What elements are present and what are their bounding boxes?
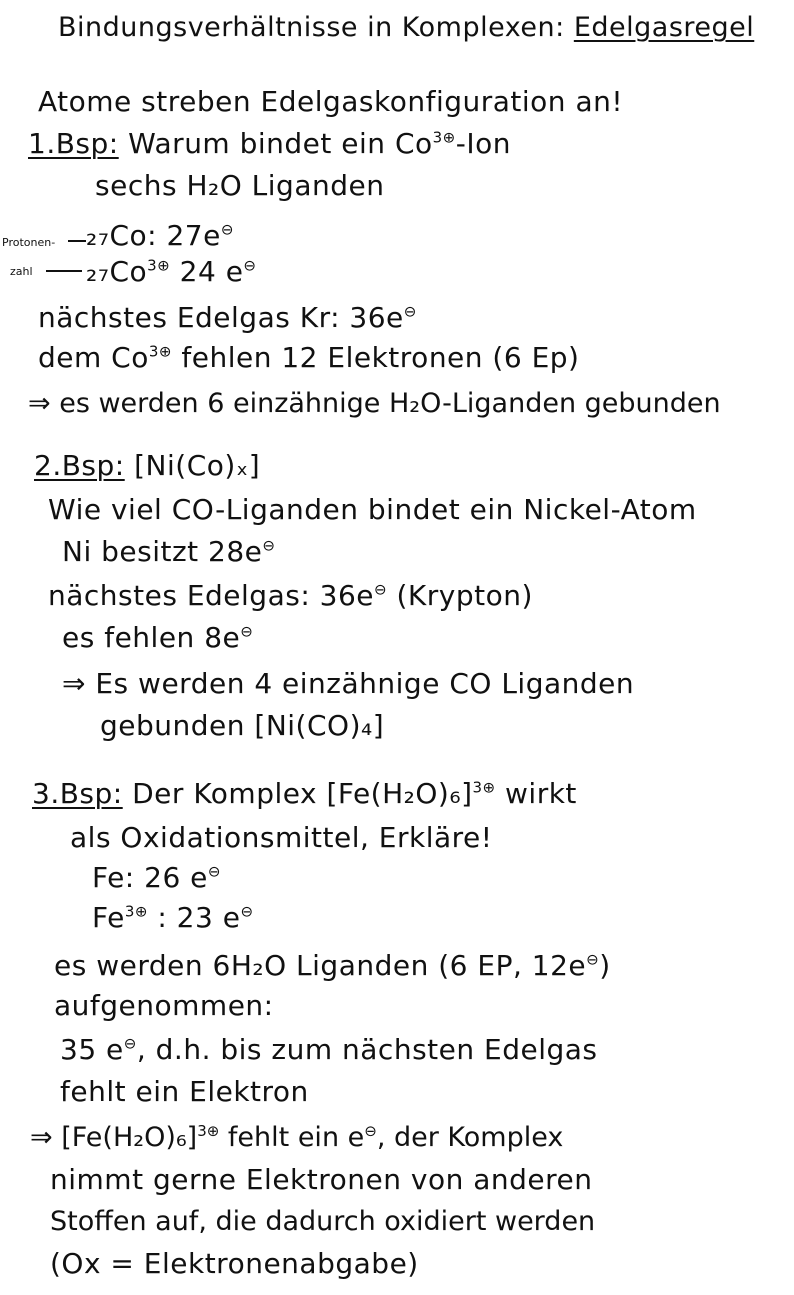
ex1-line-5: ⇒ es werden 6 einzähnige H₂O-Liganden gebunden [28, 388, 721, 419]
ex2-line-5: gebunden [Ni(CO)₄] [100, 709, 385, 742]
ex2-line-3-charge: ⊖ [240, 622, 254, 641]
ex3-question-a-charge: 3⊕ [472, 778, 496, 797]
ex3-line-2-charge: 3⊕ [124, 902, 148, 921]
ex3-line-9: Stoffen auf, die dadurch oxidiert werden [50, 1206, 596, 1237]
ex3-line-7-charge: 3⊕ [197, 1122, 220, 1140]
ex1-line-3-text: nächstes Edelgas Kr: 36e [38, 301, 404, 334]
ex1-line-2 [86, 255, 257, 288]
ex2-line-2-post: (Krypton) [387, 579, 533, 612]
side-label-pointer-2 [46, 270, 82, 272]
ex1-line-1-text: ₂₇Co: 27e [86, 219, 221, 252]
ex2-label: 2.Bsp: [34, 449, 125, 482]
ex3-line-1 [92, 861, 221, 894]
ex3-line-4: aufgenommen: [54, 989, 274, 1022]
ex2-line-3 [62, 621, 254, 654]
ex1-line-4-pre: dem Co [38, 341, 149, 374]
ex3-line-5 [60, 1033, 598, 1066]
ex3-line-1-text: Fe: 26 e [92, 861, 208, 894]
ex3-question-a-end: wirkt [495, 777, 577, 810]
ex1-line-3 [38, 301, 417, 334]
ex3-line-7-post: fehlt ein e [219, 1122, 365, 1153]
ex1-question-line-1 [28, 127, 511, 160]
ex3-line-7-end: , der Komplex [376, 1122, 564, 1153]
ex1-question-a: Warum bindet ein Co [128, 127, 433, 160]
ex3-line-8: nimmt gerne Elektronen von anderen [50, 1163, 593, 1196]
ex3-heading [32, 777, 577, 810]
ex1-line-4-charge: 3⊕ [148, 342, 172, 361]
side-label-protonen: Protonen- [2, 236, 56, 249]
ex1-line-3-charge: ⊖ [403, 302, 417, 321]
ex2-line-2-charge: ⊖ [374, 580, 388, 599]
ex2-line-1 [62, 535, 276, 568]
ex1-line-2-pre: ₂₇Co [86, 255, 148, 288]
ex3-line-7-charge-2: ⊖ [364, 1122, 377, 1140]
ex2-question: Wie viel CO-Liganden bindet ein Nickel-Atom [48, 493, 697, 526]
ex3-line-2-post: : 23 e [147, 901, 241, 934]
ex3-label: 3.Bsp: [32, 777, 123, 810]
ex3-line-3-end: ) [599, 949, 611, 982]
title-underlined: Edelgasregel [573, 12, 755, 43]
ex3-line-5-text: 35 e [60, 1033, 124, 1066]
ex3-question-a: Der Komplex [Fe(H₂O)₆] [132, 777, 473, 810]
title-prefix: Bindungsverhältnisse in Komplexen: [58, 12, 574, 43]
ex2-line-4: ⇒ Es werden 4 einzähnige CO Liganden [62, 667, 635, 700]
ex3-line-10: (Ox = Elektronenabgabe) [50, 1247, 419, 1280]
ex1-line-2-post: 24 e [170, 255, 244, 288]
ex2-line-2 [48, 579, 533, 612]
page-title [58, 14, 754, 41]
ex3-line-3-text: es werden 6H₂O Liganden (6 EP, 12e [54, 949, 587, 982]
ex1-line-1-charge: ⊖ [220, 220, 234, 239]
ex2-formula: [Ni(Co)ₓ] [134, 449, 261, 482]
ex1-label: 1.Bsp: [28, 127, 119, 160]
ex2-line-1-charge: ⊖ [262, 536, 276, 555]
ex3-line-5-charge: ⊖ [123, 1034, 137, 1053]
ex3-line-2 [92, 901, 254, 934]
ex3-line-6: fehlt ein Elektron [60, 1075, 309, 1108]
ex1-line-2-charge: 3⊕ [147, 256, 171, 275]
ex1-question-line-2: sechs H₂O Liganden [95, 169, 385, 202]
ex2-line-2-text: nächstes Edelgas: 36e [48, 579, 375, 612]
ex2-line-3-text: es fehlen 8e [62, 621, 241, 654]
ex1-line-4-post: fehlen 12 Elektronen (6 Ep) [171, 341, 580, 374]
ex3-line-5-post: , d.h. bis zum nächsten Edelgas [136, 1033, 598, 1066]
ex3-line-1-charge: ⊖ [207, 862, 221, 881]
ex1-question-a-charge: 3⊕ [432, 128, 456, 147]
ex3-question-b: als Oxidationsmittel, Erkläre! [70, 821, 493, 854]
ex1-line-2-charge-2: ⊖ [243, 256, 257, 275]
ex2-heading [34, 449, 261, 482]
ex3-line-7-pre: ⇒ [Fe(H₂O)₆] [30, 1122, 198, 1153]
intro-line: Atome streben Edelgaskonfiguration an! [38, 85, 624, 118]
ex3-line-7 [30, 1124, 563, 1151]
side-label-zahl: zahl [10, 265, 33, 278]
ex1-line-4 [38, 341, 580, 374]
side-label-pointer-1 [68, 240, 86, 242]
ex2-line-1-text: Ni besitzt 28e [62, 535, 263, 568]
ex1-question-a-end: -Ion [455, 127, 511, 160]
ex3-line-3-charge: ⊖ [586, 950, 600, 969]
ex3-line-2-pre: Fe [92, 901, 125, 934]
ex3-line-3 [54, 949, 611, 982]
ex1-line-1 [86, 219, 234, 252]
ex3-line-2-charge-2: ⊖ [240, 902, 254, 921]
